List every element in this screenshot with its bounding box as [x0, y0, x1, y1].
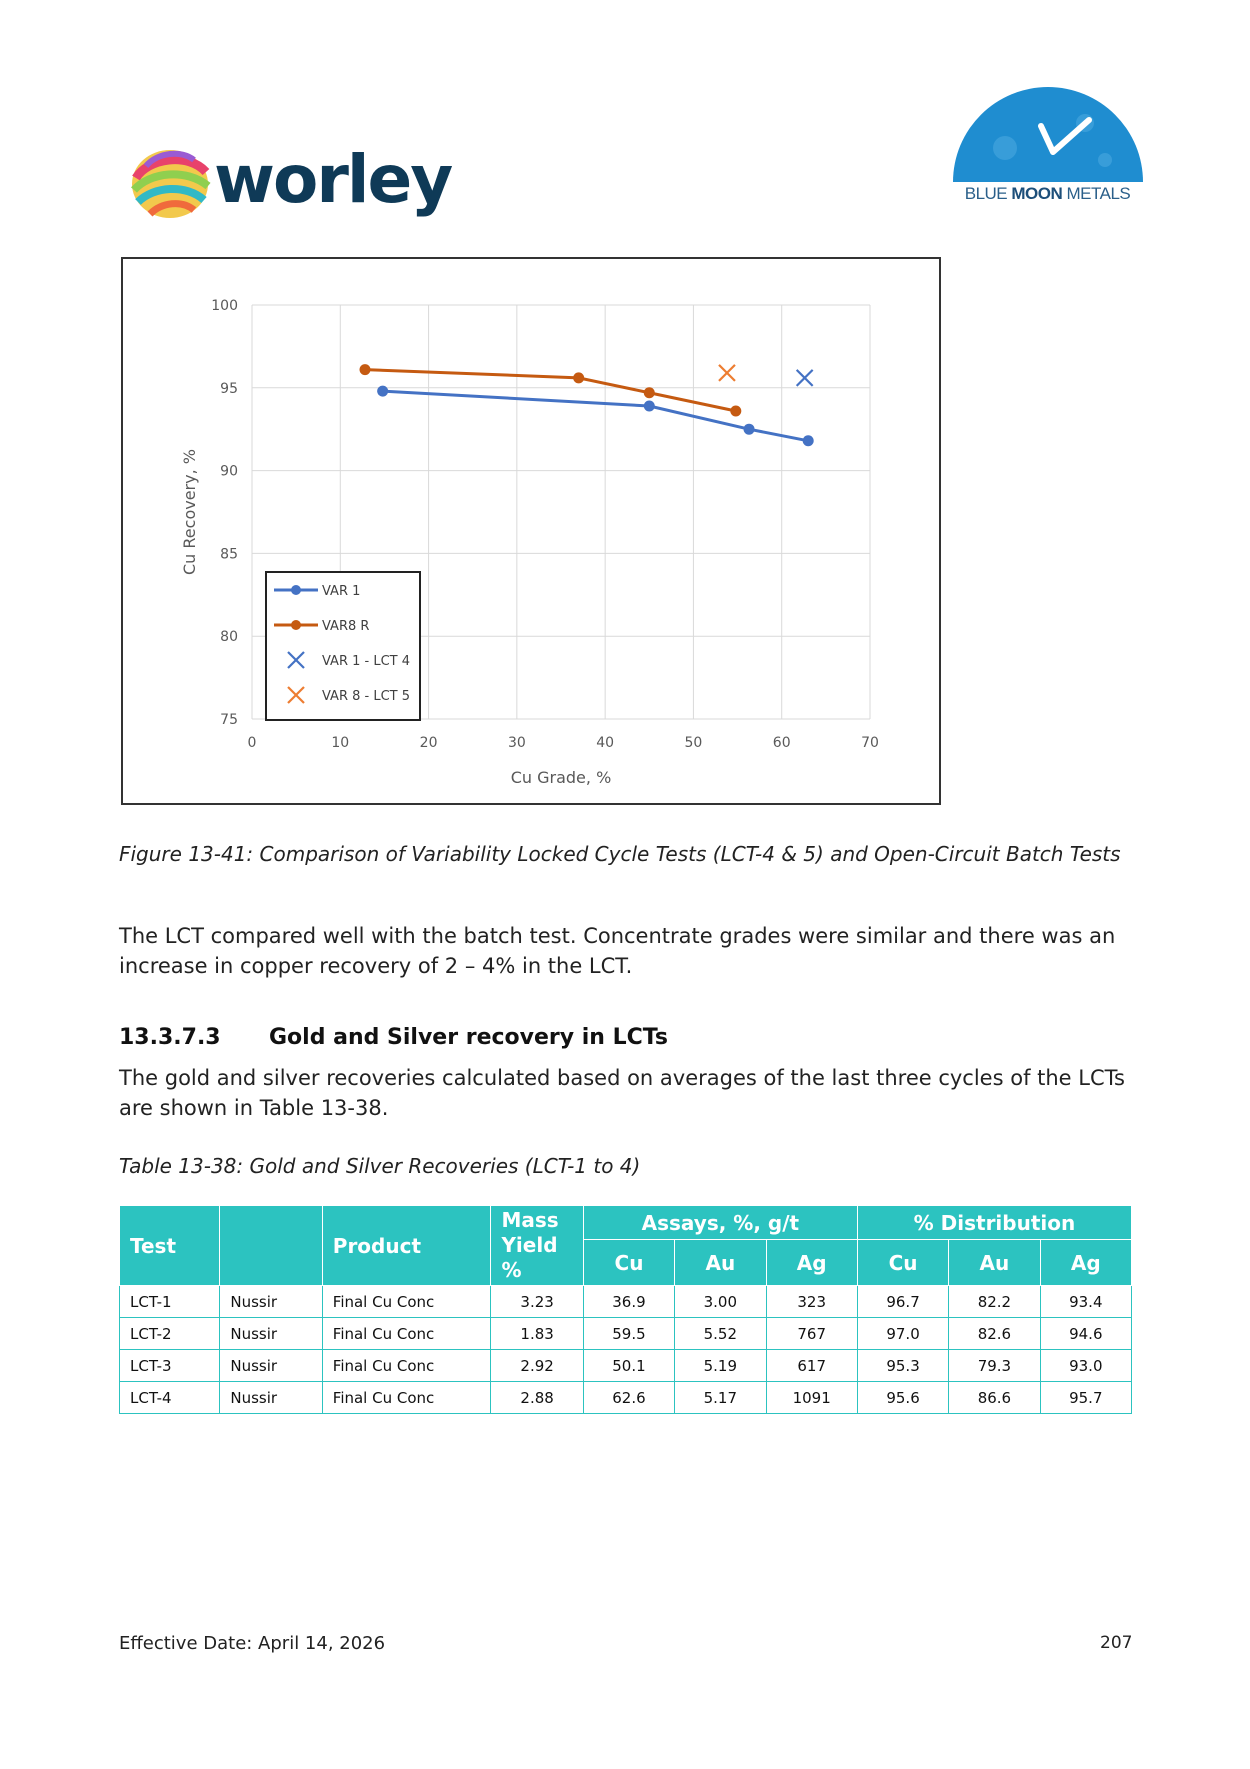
- cell-dist-cu: 95.3: [857, 1350, 948, 1382]
- legend-marker: [291, 620, 301, 630]
- cell-test: LCT-1: [120, 1286, 220, 1318]
- chart-series: [360, 364, 814, 446]
- data-point-var-1: [744, 424, 755, 435]
- table-row: [120, 1286, 1132, 1318]
- data-point-var8-r: [644, 387, 655, 398]
- data-point-var-1: [377, 386, 388, 397]
- legend-label: VAR 1: [322, 584, 361, 599]
- data-point-var-1: [803, 435, 814, 446]
- data-point-var-1-lct-4: [797, 370, 813, 386]
- cell-mass-yield: 3.23: [491, 1286, 583, 1318]
- cell-dist-cu: 95.6: [857, 1382, 948, 1414]
- header-au: Au: [675, 1240, 766, 1286]
- cell-dist-au: 86.6: [949, 1382, 1040, 1414]
- x-tick-label: 10: [331, 735, 350, 751]
- header-mass-yield: Mass Yield %: [491, 1206, 583, 1286]
- x-tick-label: 50: [684, 735, 703, 751]
- worley-wordmark: worley: [214, 141, 452, 218]
- cell-au: 5.17: [675, 1382, 766, 1414]
- data-point-var8-r: [360, 364, 371, 375]
- cell-ag: 767: [766, 1318, 857, 1350]
- cell-au: 5.52: [675, 1318, 766, 1350]
- y-tick-label: 85: [220, 546, 238, 563]
- data-point-var8-r: [730, 405, 741, 416]
- section-number: 13.3.7.3: [119, 1025, 221, 1050]
- legend-label: VAR 1 - LCT 4: [322, 654, 411, 669]
- header-test: Test: [120, 1206, 220, 1286]
- cell-cu: 50.1: [583, 1350, 674, 1382]
- cell-product: Final Cu Conc: [322, 1286, 491, 1318]
- cell-au: 5.19: [675, 1350, 766, 1382]
- cell-site: Nussir: [220, 1350, 322, 1382]
- y-axis-title: Cu Recovery, %: [180, 449, 199, 575]
- worley-swirl-icon: [128, 138, 218, 228]
- y-tick-label: 95: [220, 380, 238, 397]
- cell-dist-au: 82.2: [949, 1286, 1040, 1318]
- legend-marker: [291, 585, 301, 595]
- worley-logo: [128, 138, 468, 228]
- cell-dist-ag: 94.6: [1040, 1318, 1131, 1350]
- blue-moon-metals-text: BLUE MOON METALS: [964, 184, 1131, 203]
- cell-product: Final Cu Conc: [322, 1382, 491, 1414]
- y-tick-label: 80: [220, 629, 238, 646]
- cell-cu: 62.6: [583, 1382, 674, 1414]
- data-point-var-1: [644, 401, 655, 412]
- cell-dist-cu: 96.7: [857, 1286, 948, 1318]
- y-tick-label: 90: [220, 463, 238, 480]
- x-tick-label: 0: [247, 735, 257, 751]
- cell-site: Nussir: [220, 1286, 322, 1318]
- cell-mass-yield: 2.88: [491, 1382, 583, 1414]
- data-point-var-8-lct-5: [719, 365, 735, 381]
- figure-caption: Figure 13-41: Comparison of Variability Locked Cycle Tests (LCT-4 & 5) and Open-Circuit Batch Tests: [119, 842, 1121, 866]
- data-point-var8-r: [573, 372, 584, 383]
- section-heading: [119, 1025, 668, 1050]
- table-row: [120, 1350, 1132, 1382]
- x-tick-label: 20: [419, 735, 438, 751]
- moon-dome-icon: [945, 78, 1150, 183]
- cell-ag: 323: [766, 1286, 857, 1318]
- cell-cu: 59.5: [583, 1318, 674, 1350]
- x-tick-label: 40: [596, 735, 615, 751]
- series-line-var-1: [383, 391, 809, 441]
- cell-dist-ag: 93.0: [1040, 1350, 1131, 1382]
- paragraph: The gold and silver recoveries calculated based on averages of the last three cycles of the LCTs are shown in Table 13-38.: [119, 1066, 1125, 1120]
- cell-mass-yield: 1.83: [491, 1318, 583, 1350]
- cell-mass-yield: 2.92: [491, 1350, 583, 1382]
- recovery-grade-chart: [123, 259, 939, 803]
- chart-frame: [121, 257, 941, 805]
- cell-ag: 1091: [766, 1382, 857, 1414]
- header-cu: Cu: [583, 1240, 674, 1286]
- legend-label: VAR8 R: [322, 619, 370, 634]
- header-dist-cu: Cu: [857, 1240, 948, 1286]
- legend-label: VAR 8 - LCT 5: [322, 689, 411, 704]
- recoveries-table: [119, 1205, 1132, 1414]
- chart-legend: [266, 572, 420, 720]
- header-assays: Assays, %, g/t: [583, 1206, 857, 1240]
- table-row: [120, 1318, 1132, 1350]
- x-tick-label: 70: [861, 735, 879, 751]
- cell-cu: 36.9: [583, 1286, 674, 1318]
- cell-site: Nussir: [220, 1318, 322, 1350]
- effective-date: Effective Date: April 14, 2026: [119, 1633, 386, 1654]
- y-tick-label: 75: [220, 712, 238, 728]
- series-line-var8-r: [365, 370, 736, 411]
- header-dist-au: Au: [949, 1240, 1040, 1286]
- paragraph: The LCT compared well with the batch test. Concentrate grades were similar and there was an increase in copper recovery of 2 – 4% in the LCT.: [119, 924, 1116, 978]
- x-axis-title: Cu Grade, %: [510, 768, 612, 787]
- cell-dist-ag: 95.7: [1040, 1382, 1131, 1414]
- cell-product: Final Cu Conc: [322, 1318, 491, 1350]
- section-title: Gold and Silver recovery in LCTs: [269, 1025, 668, 1050]
- table-row: [120, 1382, 1132, 1414]
- header-product: Product: [322, 1206, 491, 1286]
- x-tick-label: 60: [772, 735, 791, 751]
- page-number: 207: [1100, 1633, 1133, 1653]
- header-dist-ag: Ag: [1040, 1240, 1131, 1286]
- header-ag: Ag: [766, 1240, 857, 1286]
- y-tick-label: 100: [211, 298, 238, 314]
- cell-test: LCT-4: [120, 1382, 220, 1414]
- table-caption: Table 13-38: Gold and Silver Recoveries (LCT-1 to 4): [119, 1154, 641, 1178]
- cell-dist-au: 79.3: [949, 1350, 1040, 1382]
- cell-au: 3.00: [675, 1286, 766, 1318]
- cell-test: LCT-2: [120, 1318, 220, 1350]
- header-distribution: % Distribution: [857, 1206, 1131, 1240]
- cell-dist-ag: 93.4: [1040, 1286, 1131, 1318]
- blue-moon-metals-logo: [945, 78, 1150, 213]
- cell-dist-cu: 97.0: [857, 1318, 948, 1350]
- cell-test: LCT-3: [120, 1350, 220, 1382]
- cell-product: Final Cu Conc: [322, 1350, 491, 1382]
- header-blank: [220, 1206, 322, 1286]
- cell-dist-au: 82.6: [949, 1318, 1040, 1350]
- x-tick-label: 30: [507, 735, 526, 751]
- cell-site: Nussir: [220, 1382, 322, 1414]
- cell-ag: 617: [766, 1350, 857, 1382]
